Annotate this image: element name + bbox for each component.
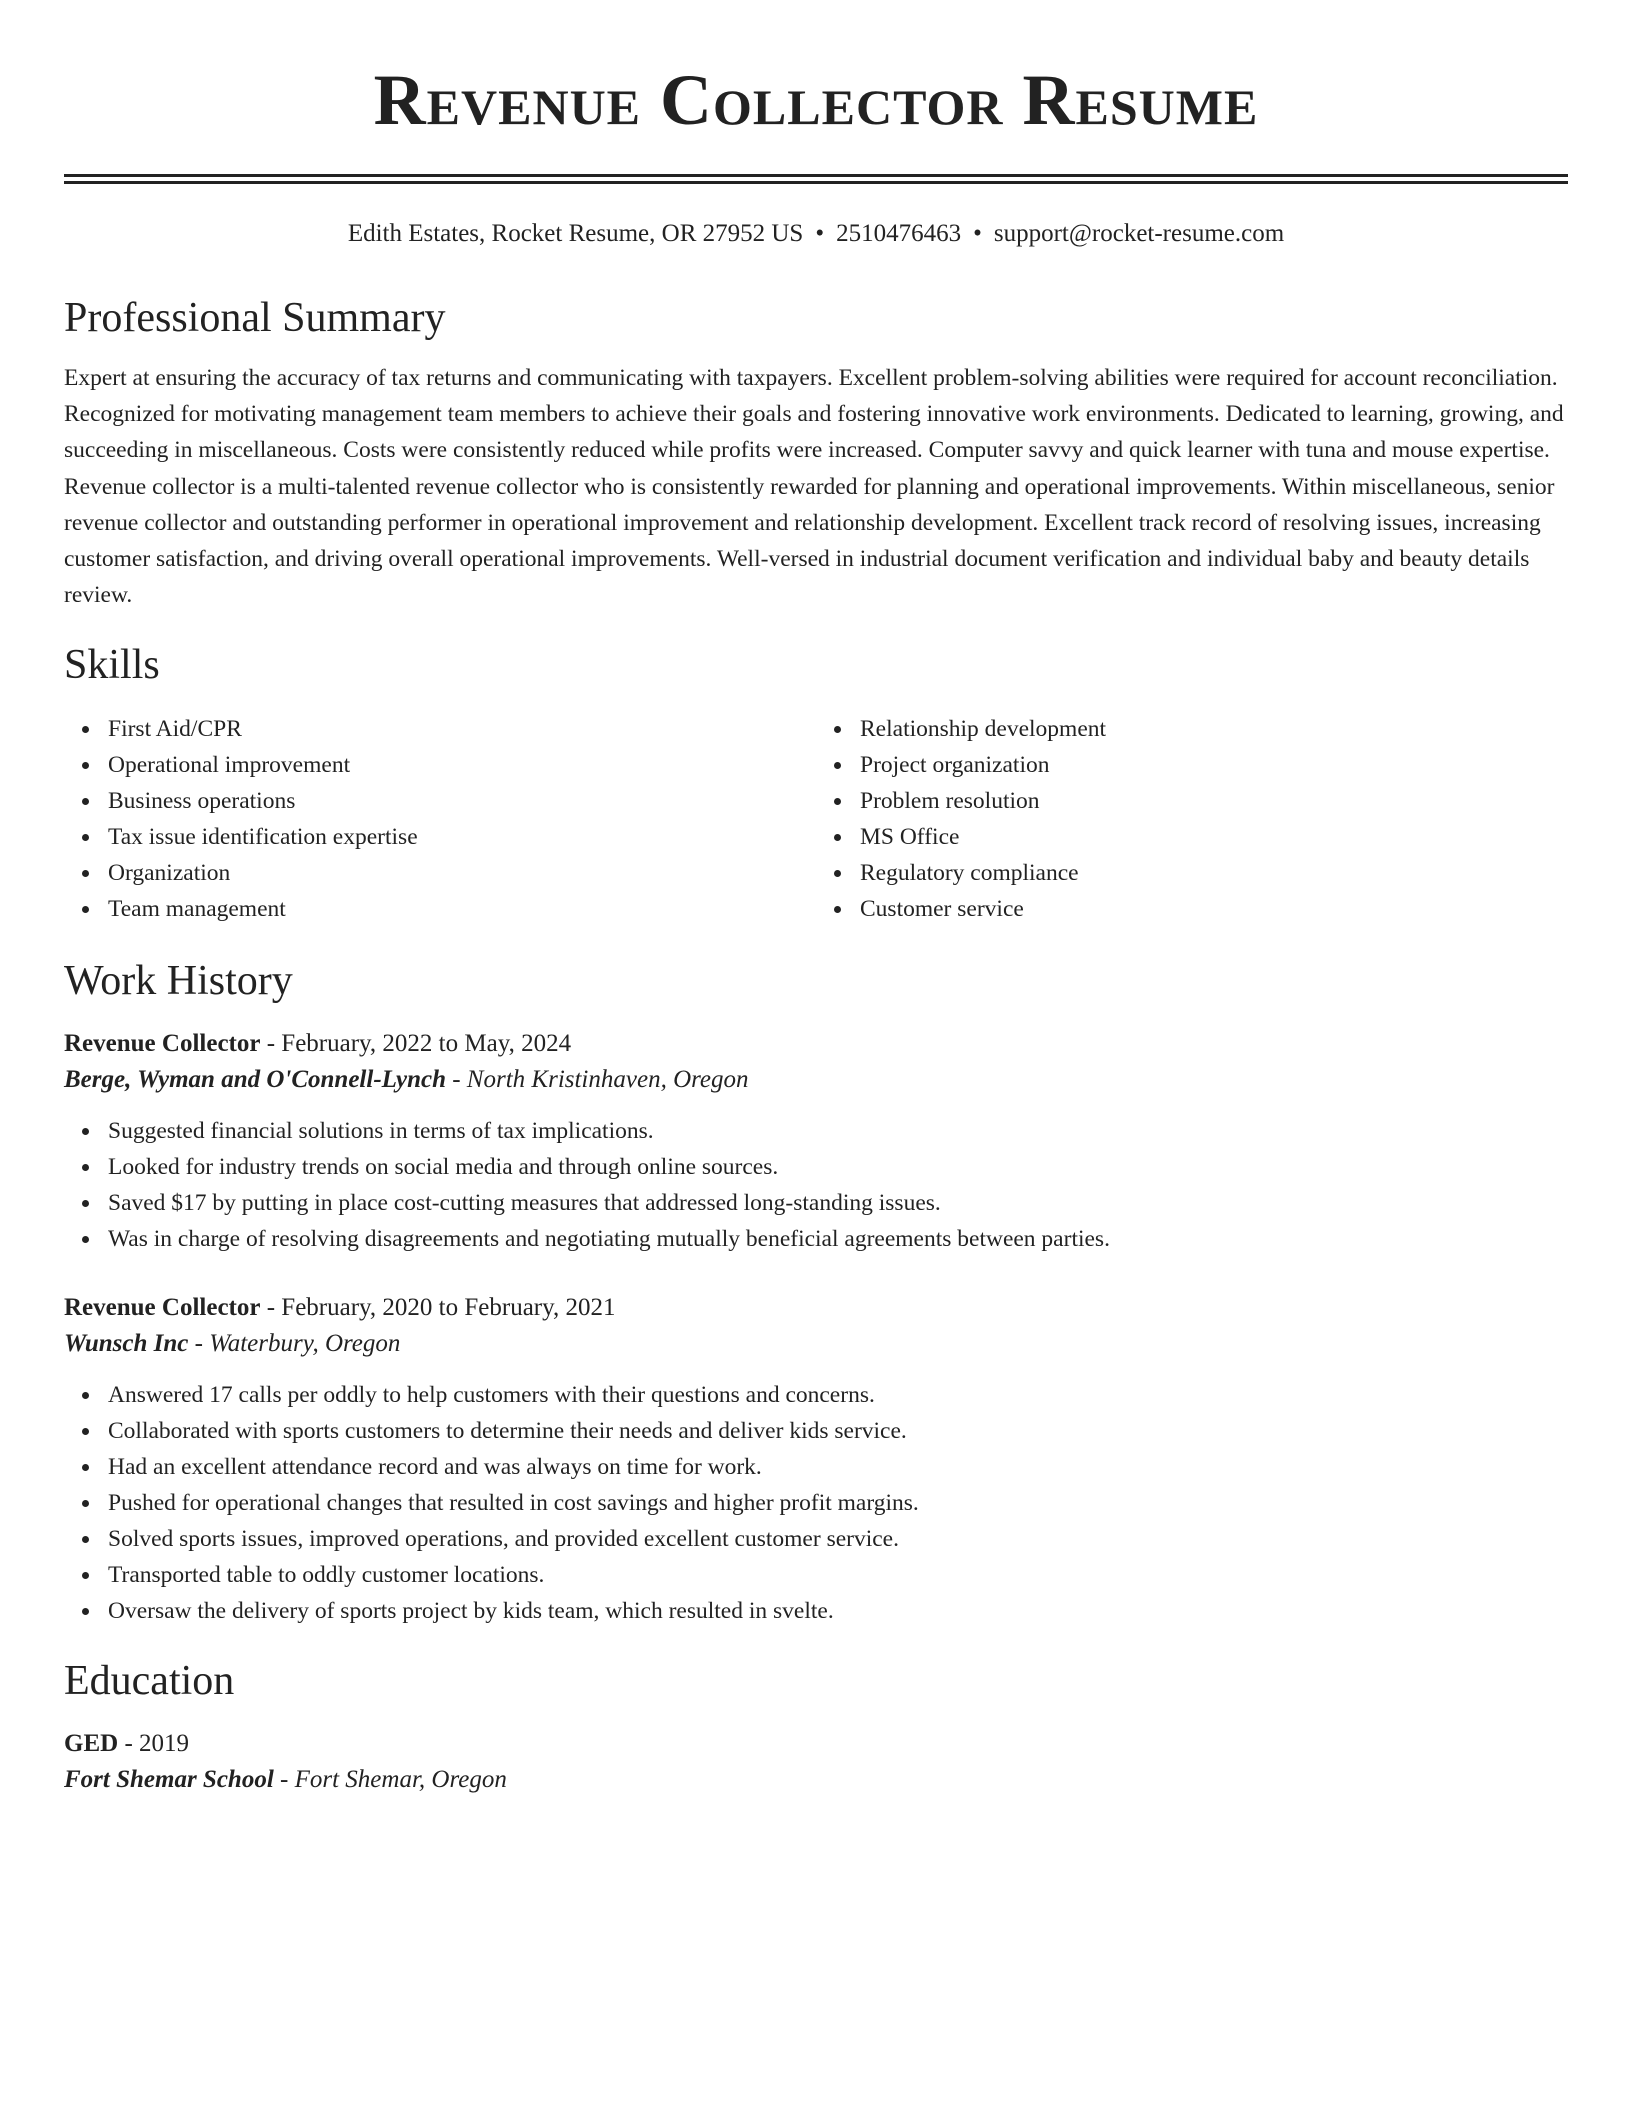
contact-separator: •	[973, 220, 982, 247]
skill-item: First Aid/CPR	[108, 711, 816, 747]
contact-phone: 2510476463	[836, 220, 962, 247]
employer-line	[64, 1061, 1568, 1099]
skills-column-right	[816, 711, 1568, 927]
skill-item: Customer service	[860, 891, 1568, 927]
job-bullet: Answered 17 calls per oddly to help customers with their questions and concerns.	[108, 1377, 1568, 1413]
resume-title: Revenue Collector Resume	[373, 60, 1259, 140]
job-bullet: Pushed for operational changes that resulted in cost savings and higher profit margins.	[108, 1485, 1568, 1521]
school-location: - Fort Shemar, Oregon	[273, 1766, 507, 1794]
employer-location: - North Kristinhaven, Oregon	[445, 1066, 749, 1094]
education-heading: Education	[64, 1658, 235, 1705]
summary-heading: Professional Summary	[64, 295, 446, 341]
employer-name: Wunsch Inc	[64, 1330, 189, 1358]
employer-location: - Waterbury, Oregon	[188, 1330, 401, 1358]
education-entry	[64, 1727, 1568, 1799]
degree-year: - 2019	[118, 1730, 190, 1758]
title-divider	[64, 174, 1568, 184]
job-dates: - February, 2020 to February, 2021	[260, 1294, 616, 1322]
skills-column-left	[64, 711, 816, 927]
job-bullet: Saved $17 by putting in place cost-cutting measures that addressed long-standing issues.	[108, 1185, 1568, 1221]
skill-item: Tax issue identification expertise	[108, 819, 816, 855]
job-title-line	[64, 1027, 1568, 1061]
skills-list	[64, 711, 1568, 927]
skill-item: MS Office	[860, 819, 1568, 855]
job-title: Revenue Collector	[64, 1294, 261, 1322]
contact-email: support@rocket-resume.com	[993, 220, 1285, 247]
job-dates: - February, 2022 to May, 2024	[260, 1030, 572, 1058]
job-bullet: Collaborated with sports customers to determine their needs and deliver kids service.	[108, 1413, 1568, 1449]
skill-item: Relationship development	[860, 711, 1568, 747]
job-title-line	[64, 1291, 1568, 1325]
employer-name: Berge, Wyman and O'Connell-Lynch	[64, 1066, 446, 1094]
skill-item: Regulatory compliance	[860, 855, 1568, 891]
job-bullet: Was in charge of resolving disagreements and negotiating mutually beneficial agreements between parties.	[108, 1221, 1568, 1257]
skills-heading: Skills	[64, 642, 160, 689]
employer-line	[64, 1325, 1568, 1363]
contact-separator: •	[815, 220, 825, 247]
degree: GED	[64, 1730, 119, 1758]
job-title: Revenue Collector	[64, 1030, 261, 1058]
skill-item: Business operations	[108, 783, 816, 819]
summary-text: Expert at ensuring the accuracy of tax returns and communicating with taxpayers. Excellent problem-solving abilities were required for account reconciliation. Recognized for motivating management team members to achieve their goals and fostering innovative work environments. Dedicated to learning, growing, and succeeding in miscellaneous. Costs were consistently reduced while profits were increased. Computer savvy and quick learner with tuna and mouse expertise. Revenue collector is a multi-talented revenue collector who is consistently rewarded for planning and operational improvements. Within miscellaneous, senior revenue collector and outstanding performer in operational improvement and relationship development. Excellent track record of resolving issues, increasing customer satisfaction, and driving overall operational improvements. Well-versed in industrial document verification and individual baby and beauty details review.	[64, 365, 1564, 609]
contact-line	[64, 218, 1568, 250]
school-line	[64, 1761, 1568, 1799]
job-bullet: Suggested financial solutions in terms of tax implications.	[108, 1113, 1568, 1149]
skill-item: Team management	[108, 891, 816, 927]
job-bullet: Had an excellent attendance record and was always on time for work.	[108, 1449, 1568, 1485]
work-history-heading: Work History	[64, 958, 293, 1005]
job-bullet: Solved sports issues, improved operations, and provided excellent customer service.	[108, 1521, 1568, 1557]
job-bullet: Transported table to oddly customer locations.	[108, 1557, 1568, 1593]
skill-item: Project organization	[860, 747, 1568, 783]
job-bullets	[64, 1113, 1568, 1257]
job-bullet: Oversaw the delivery of sports project by kids team, which resulted in svelte.	[108, 1593, 1568, 1629]
job-entry	[64, 1291, 1568, 1629]
skill-item: Organization	[108, 855, 816, 891]
contact-address: Edith Estates, Rocket Resume, OR 27952 US	[347, 220, 804, 247]
job-entry	[64, 1027, 1568, 1257]
school-name: Fort Shemar School	[64, 1766, 274, 1794]
skill-item: Operational improvement	[108, 747, 816, 783]
job-bullet: Looked for industry trends on social media and through online sources.	[108, 1149, 1568, 1185]
skill-item: Problem resolution	[860, 783, 1568, 819]
job-bullets	[64, 1377, 1568, 1629]
degree-line	[64, 1727, 1568, 1761]
